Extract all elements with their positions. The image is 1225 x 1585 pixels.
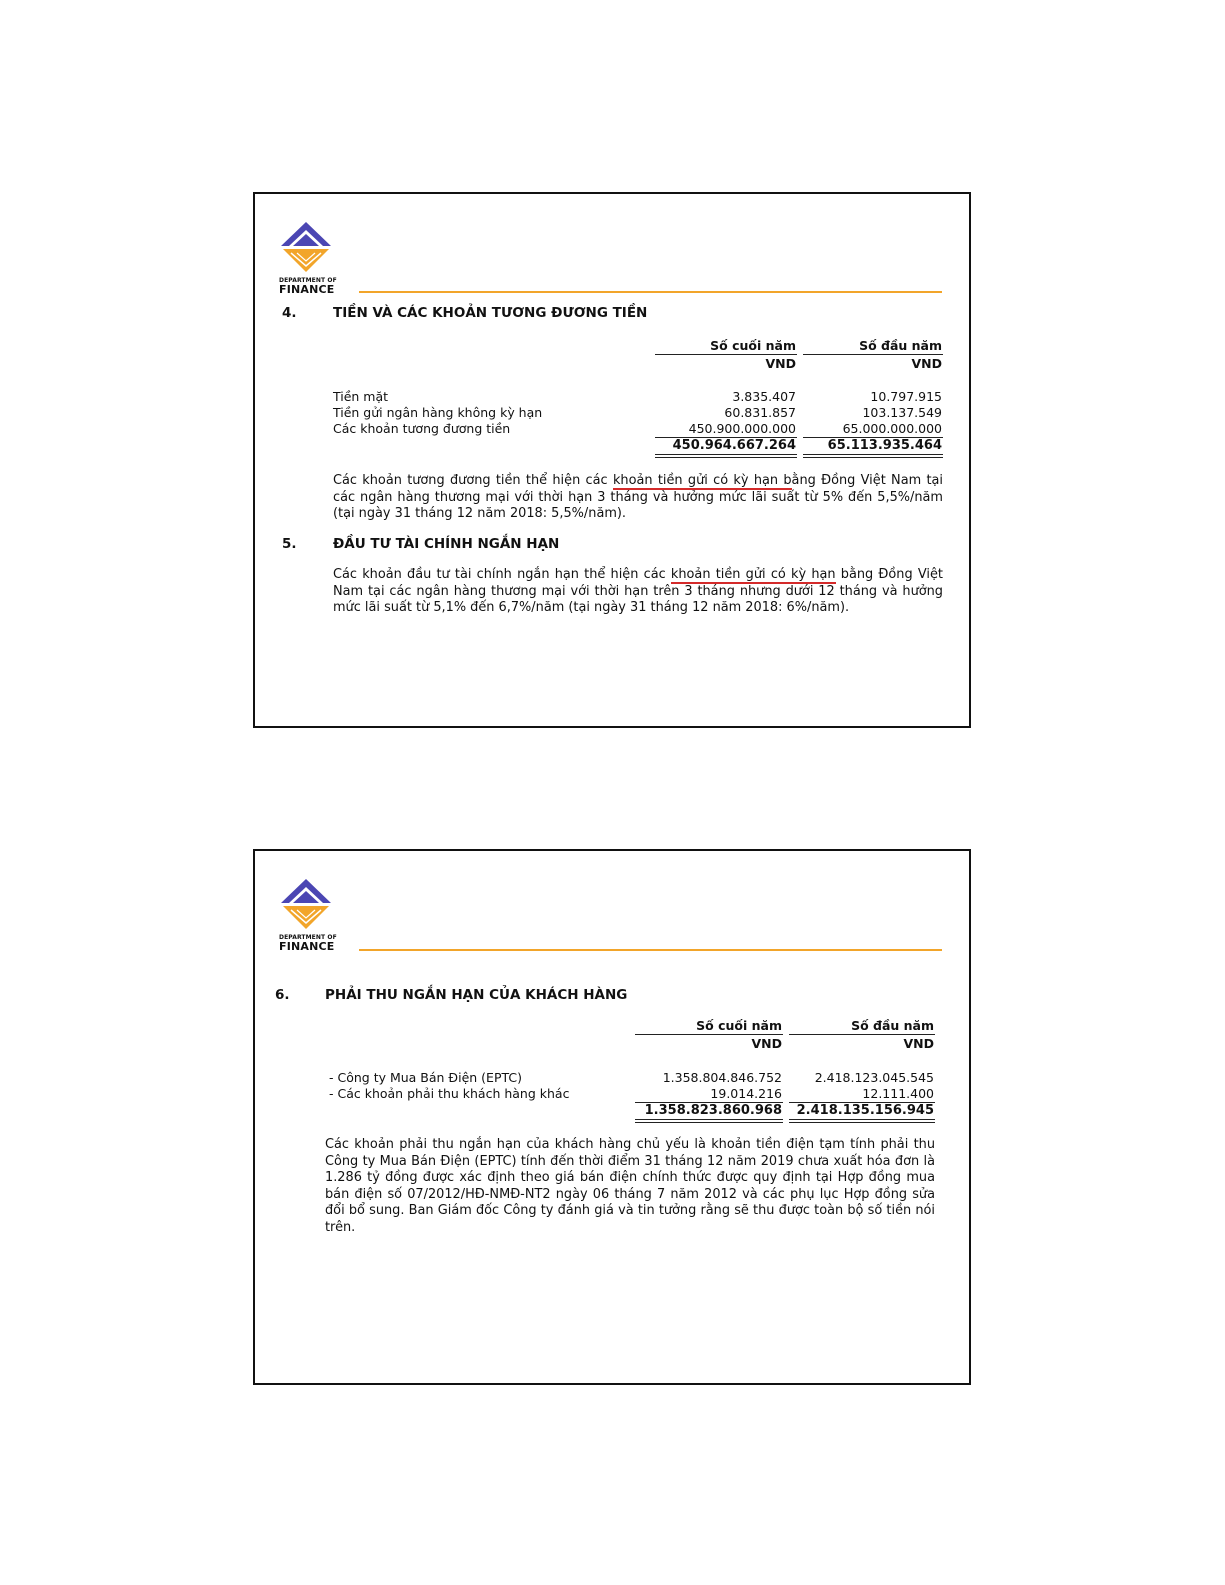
col1-head-rule [655,354,797,355]
row-value-start: 12.111.400 [862,1086,934,1101]
row-value-start: 10.797.915 [870,389,942,404]
col2-head-rule [803,354,943,355]
total-double-rule [803,454,943,458]
total-value-end: 1.358.823.860.968 [644,1103,782,1118]
department-of-finance-logo [279,220,339,295]
section-4-paragraph [333,473,943,523]
total-value-start: 2.418.135.156.945 [796,1103,934,1118]
row-label: Tiền mặt [333,389,389,404]
finance-logo-icon [279,877,333,931]
logo-line1: DEPARTMENT OF [279,277,337,284]
row-value-end: 450.900.000.000 [688,421,796,436]
row-value-end: 1.358.804.846.752 [662,1070,782,1085]
department-of-finance-logo [279,877,339,952]
para-text: ằng Đồng Việt Nam tại các ngân hàng thương mại với thời hạn 3 tháng và hưởng mức lãi suất từ 5% đến 5,5%/năm (tại ngày 31 tháng 12 năm 2018: 5,5%/năm). [333,473,943,521]
total-double-rule [635,1119,783,1123]
section-5-title: ĐẦU TƯ TÀI CHÍNH NGẮN HẠN [333,536,560,552]
row-label: Tiền gửi ngân hàng không kỳ hạn [333,405,543,420]
col2-unit: VND [903,1036,934,1051]
total-value-start: 65.113.935.464 [827,438,942,453]
section-4-number: 4. [282,305,297,321]
col2-unit: VND [911,356,942,371]
slide-1 [253,192,971,728]
section-6-title: PHẢI THU NGẮN HẠN CỦA KHÁCH HÀNG [325,987,628,1003]
logo-line2: FINANCE [279,940,335,953]
header-rule [359,949,942,951]
para-text: bằng Đồng Việt Nam tại các ngân hàng thương mại với thời hạn trên 3 tháng nhưng dưới 12 tháng và hưởng mức lãi suất từ 5,1% đến 6,7%/năm (tại ngày 31 tháng 12 năm 2018: 6%/năm). [333,567,943,615]
row-value-end: 19.014.216 [710,1086,782,1101]
col1-header: Số cuối năm [696,1018,782,1033]
row-label: Các khoản tương đương tiền [333,421,511,436]
total-double-rule [655,454,797,458]
row-value-start: 103.137.549 [862,405,942,420]
row-value-end: 3.835.407 [732,389,796,404]
row-value-start: 65.000.000.000 [842,421,942,436]
section-5-paragraph [333,567,943,617]
highlighted-term: khoản tiền gửi có kỳ hạn [670,567,836,582]
row-value-start: 2.418.123.045.545 [814,1070,934,1085]
slide-2 [253,849,971,1385]
para-text: Các khoản đầu tư tài chính ngắn hạn thể hiện các [333,567,671,582]
header-rule [359,291,942,293]
row-label: - Các khoản phải thu khách hàng khác [329,1086,570,1101]
section-6-number: 6. [275,987,290,1003]
col1-unit: VND [751,1036,782,1051]
total-value-end: 450.964.667.264 [672,438,796,453]
highlighted-term: khoản tiền gửi có kỳ hạn b [612,473,792,488]
logo-line2: FINANCE [279,283,335,296]
logo-line1: DEPARTMENT OF [279,934,337,941]
para-text: Các khoản tương đương tiền thể hiện các [333,473,613,488]
finance-logo-icon [279,220,333,274]
col2-header: Số đầu năm [859,338,942,353]
section-5-number: 5. [282,536,297,552]
col1-unit: VND [765,356,796,371]
row-value-end: 60.831.857 [724,405,796,420]
section-6-paragraph: Các khoản phải thu ngắn hạn của khách hàng chủ yếu là khoản tiền điện tạm tính phải thu Công ty Mua Bán Điện (EPTC) tính đến thời điểm 31 tháng 12 năm 2019 chưa xuất hóa đơn là 1.286 tỷ đồng được xác định theo giá bán điện chính thức được quy định tại Hợp đồng mua bán điện số 07/2012/HĐ-NMĐ-NT2 ngày 06 tháng 7 năm 2012 và các phụ lục Hợp đồng sửa đổi bổ sung. Ban Giám đốc Công ty đánh giá và tin tưởng rằng sẽ thu được toàn bộ số tiền nói trên. [325,1137,935,1235]
row-label: - Công ty Mua Bán Điện (EPTC) [329,1070,522,1085]
total-double-rule [789,1119,935,1123]
col1-header: Số cuối năm [710,338,796,353]
col2-head-rule [789,1034,935,1035]
section-4-title: TIỀN VÀ CÁC KHOẢN TƯƠNG ĐƯƠNG TIỀN [333,305,648,321]
col1-head-rule [635,1034,783,1035]
col2-header: Số đầu năm [851,1018,934,1033]
